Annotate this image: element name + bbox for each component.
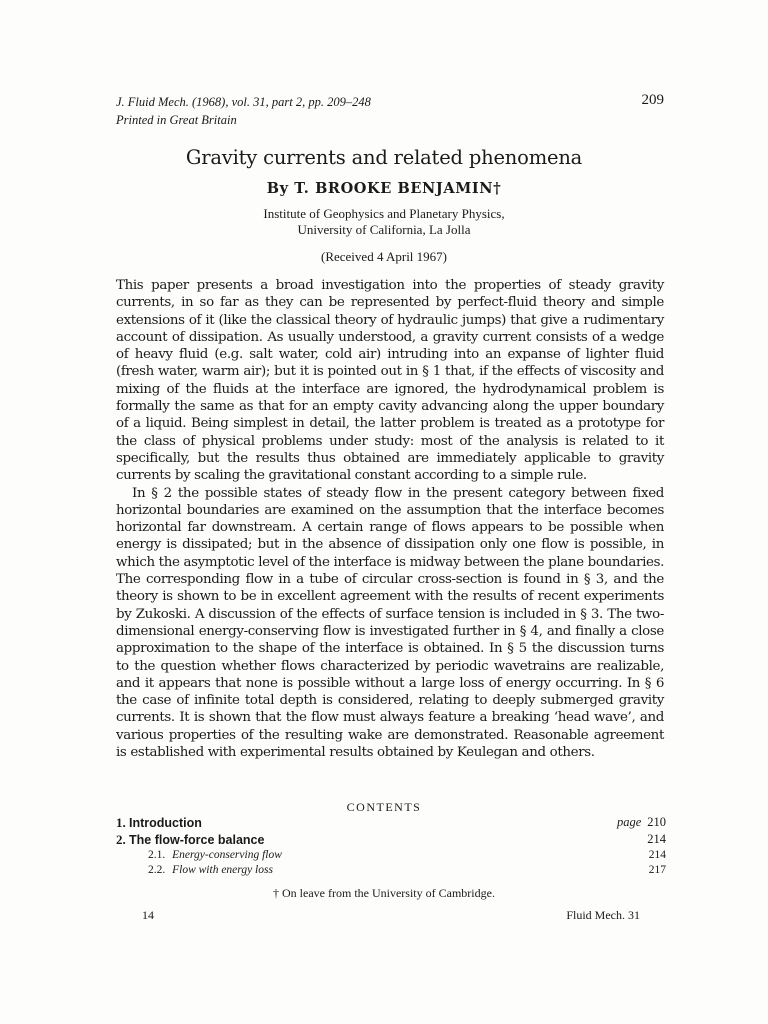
toc-item-label: Introduction [129, 816, 202, 830]
toc-item-number: 2. [116, 832, 126, 847]
received-date: (Received 4 April 1967) [321, 249, 447, 264]
toc-subitem-page: 214 [648, 849, 666, 861]
paper-title: Gravity currents and related phenomena [185, 146, 583, 169]
author-line: By T. BROOKE BENJAMIN† [266, 180, 502, 197]
toc-page-value: 210 [647, 815, 666, 829]
printed-in: Printed in Great Britain [116, 113, 237, 127]
toc-item-introduction[interactable] [116, 815, 666, 832]
toc-subitem-label: Energy-conserving flow [172, 849, 282, 861]
toc-subitem-number: 2.2. [148, 864, 166, 876]
affiliation-line-2: University of California, La Jolla [297, 222, 471, 237]
toc-item-number: 1. [116, 815, 126, 830]
abstract-paragraph-2: In § 2 the possible states of steady flow in the present category between fixed horizontal boundaries are examined on the assumption that the interface becomes horizontal far downstream. A certain range of flows appears to be possible when energy is dissipated; but in the absence of dissipation only one flow is possible, in which the asymptotic level of the interface is midway between the plane boundaries. The corresponding flow in a tube of circular cross-section is found in § 3, and the theory is shown to be in excellent agreement with the results of recent experiments by Zukoski. A discussion of the effects of surface tension is included in § 3. The two-dimensional energy-conserving flow is investigated further in § 4, and finally a close approximation to the shape of the interface is obtained. In § 5 the discussion turns to the question whether flows characterized by periodic wavetrains are realizable, and it appears that none is possible without a large loss of energy occurring. In § 6 the case of infinite total depth is considered, relating to deeply submerged gravity currents. It is shown that the flow must always feature a breaking ‘head wave’, and various properties of the resulting wake are demonstrated. Reasonable agreement is established with experimental results obtained by Keulegan and others. [116, 485, 664, 761]
abstract [116, 277, 664, 761]
signature-mark: 14 [142, 908, 154, 922]
toc-subitem-number: 2.1. [148, 849, 166, 861]
toc-page-value: 214 [647, 832, 666, 846]
abstract-paragraph-1: This paper presents a broad investigation into the properties of steady gravity currents, in so far as they can be represented by perfect-fluid theory and simple extensions of it (like the classical theory of hydraulic jumps) that give a rudimentary account of dissipation. As usually understood, a gravity current consists of a wedge of heavy fluid (e.g. salt water, cold air) intruding into an expanse of lighter fluid (fresh water, warm air); but it is pointed out in § 1 that, if the effects of viscosity and mixing of the fluids at the interface are ignored, the hydrodynamical problem is formally the same as that for an empty cavity advancing along the upper boundary of a liquid. Being simplest in detail, the latter problem is treated as a prototype for the class of physical problems under study: most of the analysis is related to it specifically, but the results thus obtained are immediately applicable to gravity currents by scaling the gravitational constant according to a simple rule. [116, 278, 664, 484]
toc-item-flow-force-balance[interactable] [116, 832, 666, 849]
toc-subitem-label: Flow with energy loss [172, 864, 273, 876]
affiliation [0, 206, 768, 238]
affiliation-line-1: Institute of Geophysics and Planetary Physics, [263, 206, 505, 221]
toc-subitem-energy-conserving-flow[interactable] [116, 849, 666, 864]
footnote: † On leave from the University of Cambridge. [273, 886, 495, 900]
running-header [116, 93, 371, 129]
toc-item-label: The flow-force balance [129, 833, 265, 847]
toc-page-prefix: page [616, 815, 642, 829]
toc-item-page [647, 832, 666, 847]
table-of-contents [116, 815, 666, 879]
contents-heading: CONTENTS [346, 800, 422, 814]
toc-subitem-page: 217 [648, 864, 666, 876]
footer-journal: Fluid Mech. 31 [566, 908, 640, 922]
journal-citation: J. Fluid Mech. (1968), vol. 31, part 2, pp. 209–248 [116, 95, 371, 109]
toc-subitem-flow-with-energy-loss[interactable] [116, 864, 666, 879]
page-number: 209 [641, 92, 664, 108]
toc-item-page [617, 815, 666, 830]
